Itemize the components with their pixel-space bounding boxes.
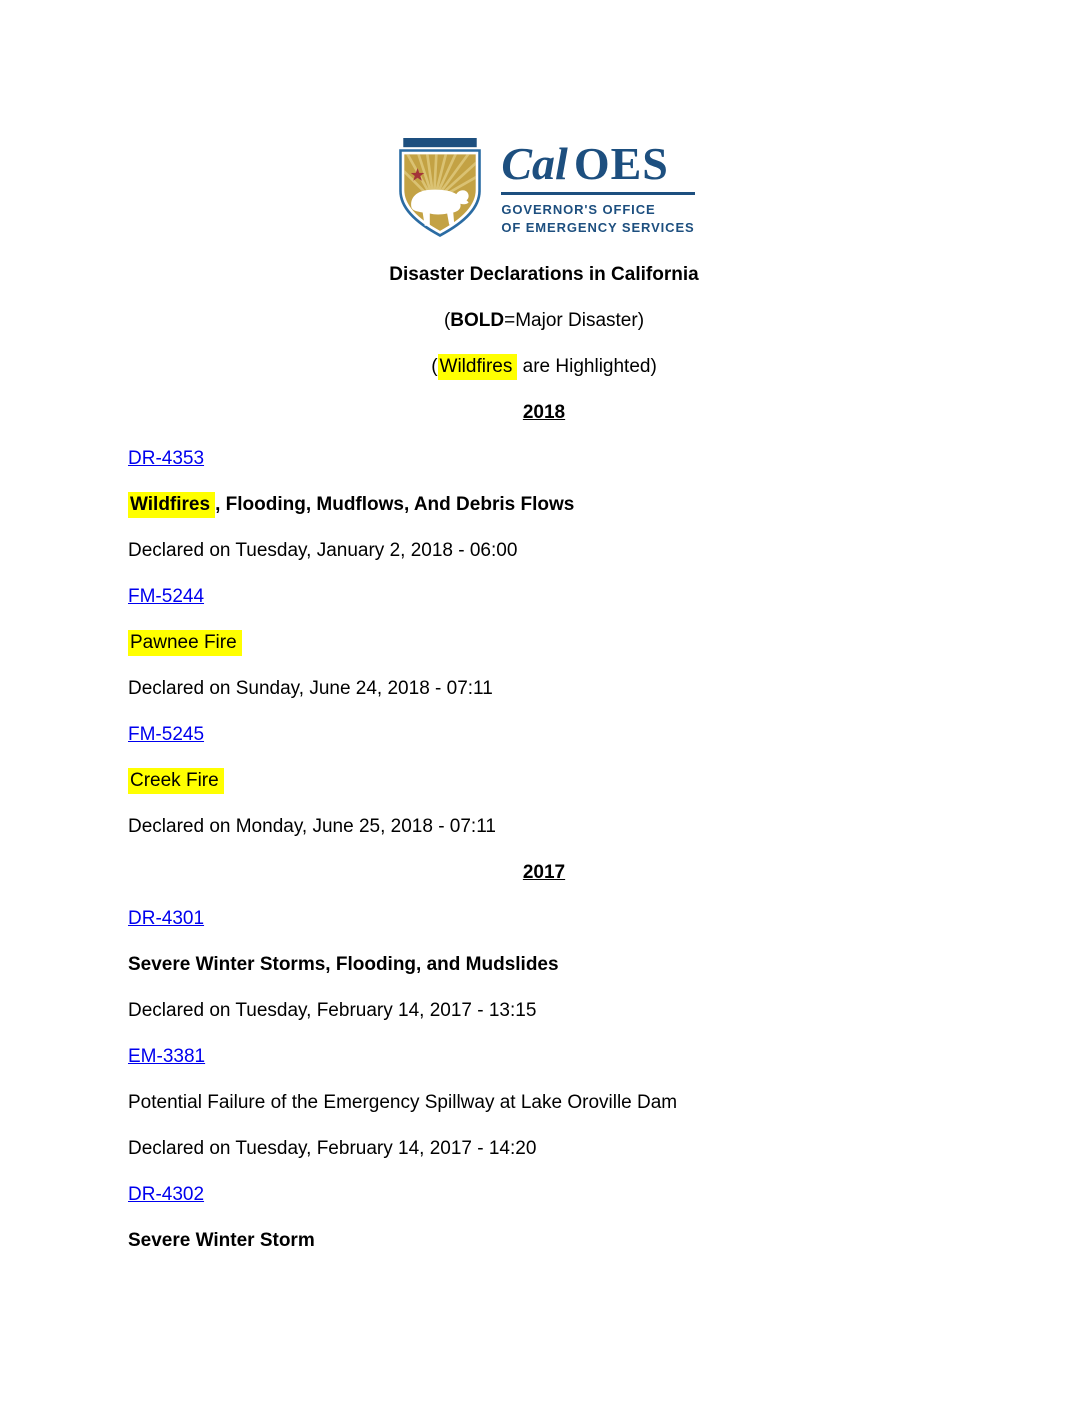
cal-oes-logo [128, 138, 960, 240]
year-heading-2017: 2017 [522, 862, 566, 883]
legend-highlight-prefix: ( [431, 356, 438, 377]
declaration-date: Declared on Tuesday, January 2, 2018 - 06:00 [128, 540, 518, 561]
legend-highlight-rest: are Highlighted) [517, 356, 657, 377]
declaration-title [128, 770, 960, 792]
declaration-link[interactable]: DR-4353 [128, 448, 205, 469]
page-title: Disaster Declarations in California [389, 264, 699, 285]
declaration-link[interactable]: DR-4301 [128, 908, 205, 929]
declaration-id [128, 908, 960, 930]
highlighted-fire-name: Creek Fire [128, 768, 224, 794]
legend-bold-word: BOLD [450, 310, 505, 331]
legend-highlight-note [128, 356, 960, 378]
highlighted-fire-name: Pawnee Fire [128, 630, 242, 656]
declaration-date: Declared on Tuesday, February 14, 2017 - 13:15 [128, 1000, 537, 1021]
legend-bold-rest: =Major Disaster) [504, 310, 645, 331]
shield-banner [404, 138, 477, 147]
declaration-id [128, 448, 960, 470]
cal-oes-shield-icon [393, 138, 487, 240]
declaration-date: Declared on Monday, June 25, 2018 - 07:11 [128, 816, 496, 837]
logo-brand [501, 138, 694, 190]
declaration-title: Potential Failure of the Emergency Spillway at Lake Oroville Dam [128, 1092, 678, 1113]
logo-tagline-line1: GOVERNOR'S OFFICE [501, 202, 656, 218]
legend-highlight-word: Wildfires [438, 354, 518, 380]
declaration-id [128, 724, 960, 746]
legend-bold-note [128, 310, 960, 332]
declaration-link[interactable]: FM-5245 [128, 724, 205, 745]
declaration-id [128, 1046, 960, 1068]
declaration-title [128, 632, 960, 654]
document-body [128, 264, 960, 1252]
logo-text [501, 138, 695, 236]
logo-brand-oes: OES [573, 138, 669, 190]
declaration-link[interactable]: EM-3381 [128, 1046, 206, 1067]
declaration-id [128, 586, 960, 608]
highlighted-wildfires: Wildfires [128, 492, 215, 518]
declaration-title: Severe Winter Storms, Flooding, and Mudslides [128, 954, 559, 975]
declaration-title-rest: , Flooding, Mudflows, And Debris Flows [215, 494, 575, 515]
declaration-date: Declared on Tuesday, February 14, 2017 - 14:20 [128, 1138, 537, 1159]
declaration-link[interactable]: FM-5244 [128, 586, 205, 607]
declaration-title: Severe Winter Storm [128, 1230, 315, 1251]
year-heading-2018: 2018 [522, 402, 566, 423]
declaration-id [128, 1184, 960, 1206]
declaration-link[interactable]: DR-4302 [128, 1184, 205, 1205]
declaration-date: Declared on Sunday, June 24, 2018 - 07:11 [128, 678, 493, 699]
legend-bold-prefix: ( [443, 310, 451, 331]
logo-brand-cal: Cal [501, 138, 568, 190]
logo-tagline-line2: OF EMERGENCY SERVICES [501, 220, 695, 235]
declaration-title [128, 494, 960, 516]
logo-divider [501, 192, 694, 195]
